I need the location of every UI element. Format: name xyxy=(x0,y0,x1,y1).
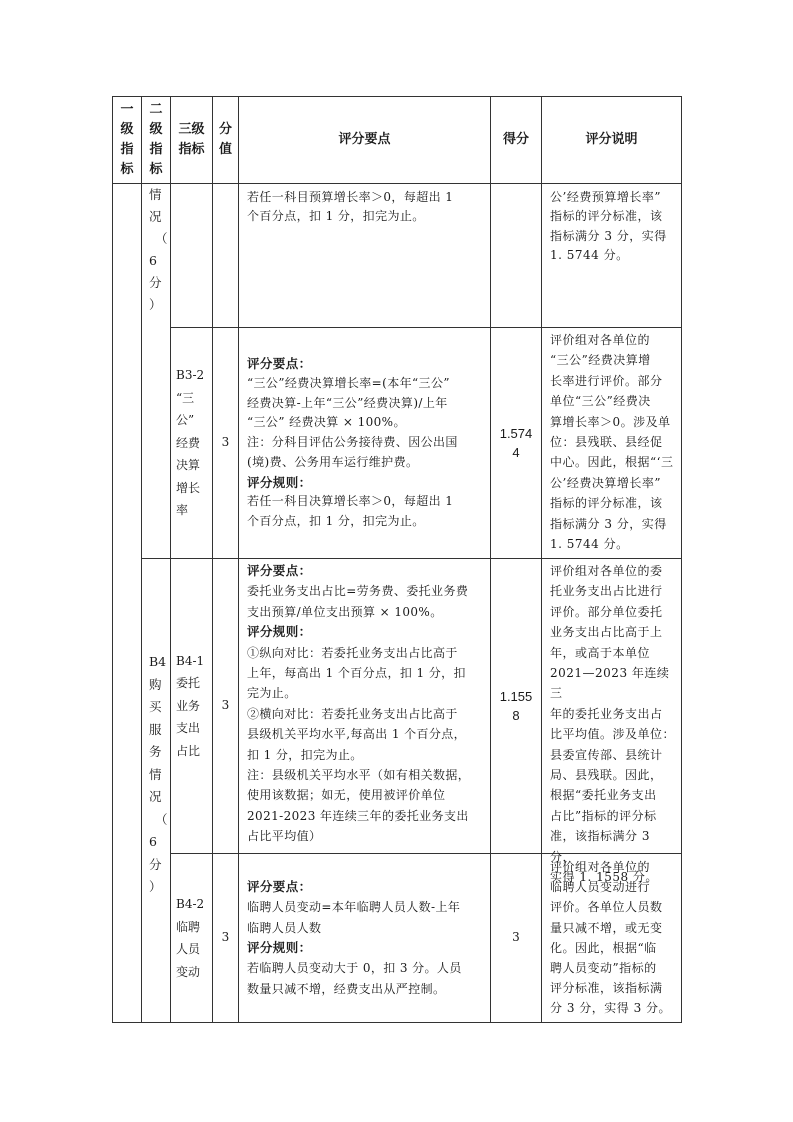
explanation-line: 聘人员变动”指标的 xyxy=(550,961,657,976)
level3-line: 决算 xyxy=(176,458,201,473)
criteria-line: 数量只减不增，经费支出从严控制。 xyxy=(247,981,446,996)
explanation-line: 指标满分 3 分，实得 xyxy=(550,516,667,531)
level2-char: 况 xyxy=(149,209,162,224)
header-level1 xyxy=(113,97,141,183)
level3-line: B4-2 xyxy=(176,897,205,911)
explanation-line: 实得 1. 1558 分。 xyxy=(550,870,658,885)
explanation-line: 业务支出占比高于上 xyxy=(550,625,663,640)
header-level3-line: 指标 xyxy=(178,142,205,157)
criteria-line: 使用该数据；如无，使用被评价单位 xyxy=(247,788,446,803)
criteria-line: ②横向对比：若委托业务支出占比高于 xyxy=(247,706,458,721)
explanation-line: 局、县残联。因此， xyxy=(550,768,663,783)
level3-line: 支出 xyxy=(176,721,201,736)
explanation-line: “三公”经费决算增 xyxy=(550,353,651,368)
score-cell xyxy=(491,559,541,853)
header-level1-char: 指 xyxy=(120,142,134,157)
level2-char: ） xyxy=(149,297,162,312)
explanation-line: 1. 5744 分。 xyxy=(550,247,629,262)
explanation-line: 长率进行评价。部分 xyxy=(550,373,663,388)
level2-char: 情 xyxy=(149,766,162,782)
level2-char: 6 xyxy=(149,834,157,849)
level2-char: 情 xyxy=(149,187,162,202)
criteria-line: 个百分点，扣 1 分，扣完为止。 xyxy=(247,514,425,529)
explanation-line: 分 3 分，实得 3 分。 xyxy=(550,1001,672,1016)
explanation-line: 量只减不增，或无变 xyxy=(550,920,663,935)
explanation-line: 单位“三公”经费决 xyxy=(550,394,651,409)
level3-line: 占比 xyxy=(176,743,201,758)
criteria-line: 临聘人员变动=本年临聘人员人数-上年 xyxy=(247,900,461,915)
level2-char: 分 xyxy=(149,275,162,290)
explanation-cell xyxy=(542,328,681,558)
explanation-line: 评价组对各单位的 xyxy=(550,333,651,347)
header-level2-char: 指 xyxy=(149,142,163,157)
level2-char: 买 xyxy=(149,699,162,714)
criteria-line: 经费决算-上年“三公”经费决算)/上年 xyxy=(247,395,448,410)
level3-line: B3-2 xyxy=(176,368,205,383)
criteria-line: 县级机关平均水平,每高出 1 个百分点， xyxy=(247,727,467,742)
criteria-line: “三公” 经费决算 × 100%。 xyxy=(247,415,406,430)
explanation-cell xyxy=(542,854,681,1022)
criteria-line: 支出预算/单位支出预算 × 100%。 xyxy=(247,604,443,619)
header-points-char: 分 xyxy=(218,122,232,137)
level3-cell xyxy=(171,559,212,853)
explanation-line: 位：县残联、县经促 xyxy=(550,435,663,450)
criteria-heading: 评分规则： xyxy=(247,624,312,640)
level2-char: 分 xyxy=(149,856,162,872)
col-divider xyxy=(681,96,682,1023)
explanation-line: 准，该指标满分 3 分， xyxy=(550,829,650,864)
header-level1-char: 级 xyxy=(120,122,134,137)
level3-line: 经费 xyxy=(176,435,201,450)
header-level1-char: 标 xyxy=(120,162,134,177)
explanation-line: 算增长率＞0。涉及单 xyxy=(550,414,671,429)
level3-line: 人员 xyxy=(176,942,201,956)
header-level2 xyxy=(142,97,170,183)
level3-line: 业务 xyxy=(176,698,201,713)
explanation-line: 比平均值。涉及单位： xyxy=(550,727,676,742)
level2-char: （ xyxy=(155,811,168,827)
explanation-line: 指标的评分标准，该 xyxy=(550,209,663,224)
header-level2-char: 二 xyxy=(149,102,163,117)
criteria-line: 2021-2023 年连续三年的委托业务支出 xyxy=(247,808,469,823)
level2-char: （ xyxy=(155,231,168,246)
criteria-heading: 评分要点： xyxy=(247,355,312,371)
score-value: 3 xyxy=(512,930,520,945)
criteria-line: 上年，每高出 1 个百分点，扣 1 分，扣 xyxy=(247,666,466,681)
level2-char: 服 xyxy=(149,721,162,737)
criteria-line: 个百分点，扣 1 分，扣完为止。 xyxy=(247,209,425,224)
criteria-heading: 评分要点： xyxy=(247,563,312,578)
level3-cell xyxy=(171,328,212,558)
explanation-line: 指标满分 3 分，实得 xyxy=(550,228,667,243)
level3-line: “三 xyxy=(176,390,195,405)
level3-line: 委托 xyxy=(176,676,201,691)
score-cell xyxy=(491,328,541,558)
criteria-line: “三公”经费决算增长率=(本年“三公” xyxy=(247,375,450,390)
criteria-cell xyxy=(239,328,490,558)
explanation-line: 评分标准，该指标满 xyxy=(550,981,663,996)
score-value-part: 1.574 xyxy=(499,426,533,441)
level2-char: 况 xyxy=(149,789,162,804)
level3-line: 临聘 xyxy=(176,919,201,934)
level2-char: ） xyxy=(149,879,162,894)
header-level2-char: 级 xyxy=(149,122,163,137)
points-cell: 3 xyxy=(221,930,230,945)
points-cell: 3 xyxy=(221,435,230,450)
explanation-line: 评价组对各单位的 xyxy=(550,860,651,874)
criteria-line: 扣 1 分，扣完为止。 xyxy=(247,747,363,762)
explanation-line: 评价组对各单位的委 xyxy=(550,564,663,578)
criteria-line: 占比平均值） xyxy=(247,829,322,844)
level3-line: 公” xyxy=(176,413,195,428)
criteria-line: ①纵向对比：若委托业务支出占比高于 xyxy=(247,645,458,660)
level3-line: 率 xyxy=(176,503,189,518)
criteria-cell xyxy=(239,184,490,327)
score-cell xyxy=(491,854,541,1022)
header-points-char: 值 xyxy=(218,142,232,157)
criteria-line: 委托业务支出占比=劳务费、委托业务费 xyxy=(247,584,469,599)
level3-line: B4-1 xyxy=(176,653,205,668)
level2-char: B4 xyxy=(149,654,167,669)
header-level1-char: 一 xyxy=(120,102,134,117)
criteria-heading: 评分要点： xyxy=(247,878,312,894)
criteria-line: 若任一科目决算增长率＞0，每超出 1 xyxy=(247,494,454,509)
score-value-part: 4 xyxy=(512,445,520,460)
explanation-line: 化。因此，根据“临 xyxy=(550,940,657,955)
criteria-cell xyxy=(239,854,490,1022)
level2-char: 6 xyxy=(149,253,157,268)
criteria-heading: 评分规则： xyxy=(247,940,312,955)
header-criteria: 评分要点 xyxy=(338,132,391,148)
explanation-cell xyxy=(542,184,681,327)
criteria-line: 注：县级机关平均水平（如有相关数据， xyxy=(247,768,471,783)
criteria-line: (境)费、公务用车运行维护费。 xyxy=(247,454,419,469)
level3-line: 变动 xyxy=(176,964,201,979)
explanation-line: 2021—2023 年连续三 xyxy=(550,666,670,701)
level2-b3-cell xyxy=(142,184,170,558)
explanation-line: 占比”指标的评分标 xyxy=(550,808,657,823)
header-score: 得分 xyxy=(502,132,529,148)
table-border-bottom xyxy=(112,1022,682,1023)
score-value-part: 1.155 xyxy=(499,689,533,704)
header-level3 xyxy=(171,97,212,183)
explanation-line: 临聘人员变动进行 xyxy=(550,880,651,895)
explanation-line: 年，或高于本单位 xyxy=(550,645,651,660)
explanation-line: 县委宣传部、县统计 xyxy=(550,747,663,762)
criteria-line: 完为止。 xyxy=(247,686,297,701)
level2-char: 购 xyxy=(149,676,162,692)
explanation-line: 1. 5744 分。 xyxy=(550,537,629,552)
level2-char: 务 xyxy=(149,744,162,759)
criteria-line: 若任一科目预算增长率＞0，每超出 1 xyxy=(247,190,454,204)
explanation-line: 评价。各单位人员数 xyxy=(550,900,663,915)
level2-b4-cell xyxy=(142,559,170,1022)
level3-line: 增长 xyxy=(176,480,201,495)
col-divider xyxy=(112,96,113,1023)
score-value-part: 8 xyxy=(512,708,520,723)
explanation-line: 指标的评分标准，该 xyxy=(550,496,663,511)
explanation-line: 根据“委托业务支出 xyxy=(550,788,657,803)
explanation-line: 托业务支出占比进行 xyxy=(550,584,663,599)
explanation-line: 中心。因此，根据“‘三 xyxy=(550,455,674,470)
explanation-cell xyxy=(542,559,681,885)
explanation-line: 公’经费决算增长率” xyxy=(550,475,661,490)
explanation-line: 评价。部分单位委托 xyxy=(550,604,663,619)
explanation-line: 公’经费预算增长率” xyxy=(550,190,661,204)
criteria-line: 注：分科目评估公务接待费、因公出国 xyxy=(247,435,458,450)
level3-cell xyxy=(171,854,212,1022)
header-level2-char: 标 xyxy=(149,162,163,177)
criteria-line: 若临聘人员变动大于 0，扣 3 分。人员 xyxy=(247,961,462,976)
explanation-line: 年的委托业务支出占 xyxy=(550,706,663,721)
header-level3-line: 三级 xyxy=(178,122,205,137)
header-explanation: 评分说明 xyxy=(585,132,638,148)
criteria-line: 临聘人员人数 xyxy=(247,920,322,935)
header-points xyxy=(213,97,238,183)
criteria-cell xyxy=(239,559,490,853)
points-cell: 3 xyxy=(221,698,230,713)
criteria-heading: 评分规则： xyxy=(247,474,312,490)
